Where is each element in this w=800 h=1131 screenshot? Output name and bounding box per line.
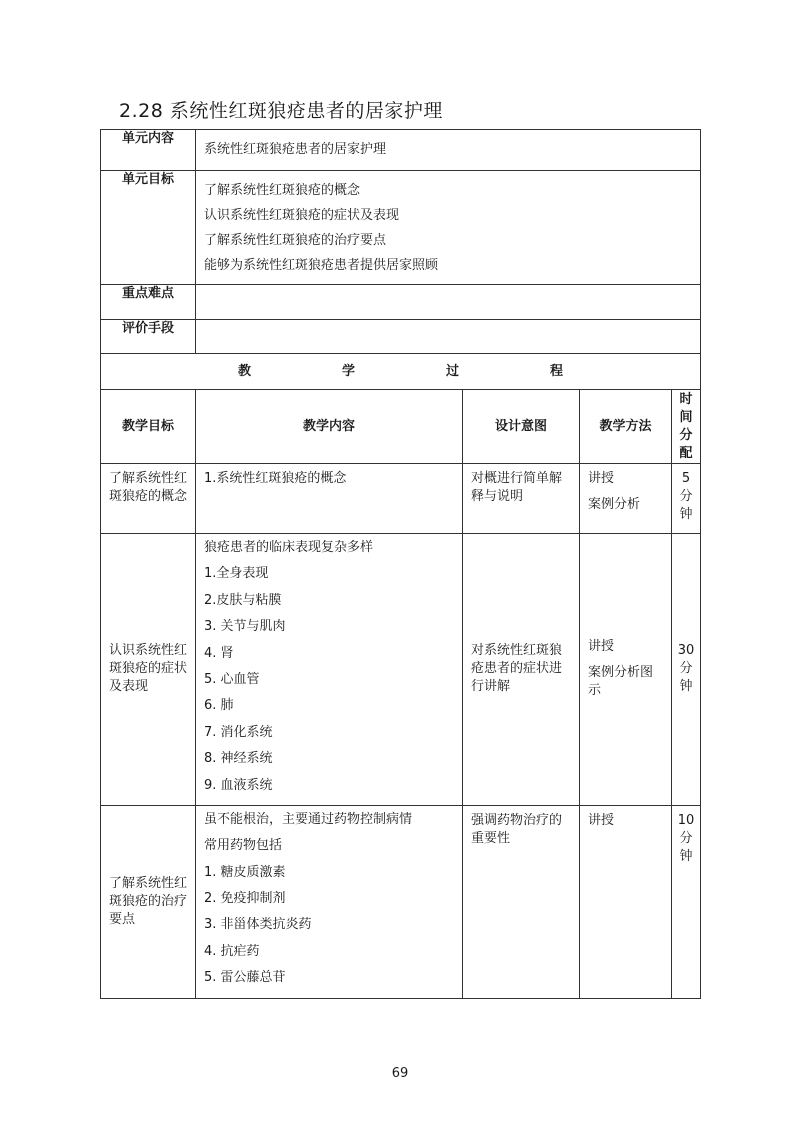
row-goal: 了解系统性红斑狼疮的概念 xyxy=(101,464,196,534)
method-line: 讲授 xyxy=(588,812,615,828)
row-goal: 了解系统性红斑狼疮的治疗要点 xyxy=(101,805,196,998)
content-line: 2.皮肤与粘膜 xyxy=(204,592,282,608)
time-line: 分 xyxy=(679,489,693,504)
content-line: 1.系统性红斑狼疮的概念 xyxy=(204,471,347,486)
content-line: 虽不能根治，主要通过药物控制病情 xyxy=(204,811,413,827)
table-row xyxy=(101,805,701,998)
row-goal: 认识系统性红斑狼疮的症状及表现 xyxy=(101,534,196,806)
unit-goal-item: 了解系统性红斑狼疮的治疗要点 xyxy=(204,232,387,248)
process-title-char: 教 xyxy=(237,363,251,379)
content-line: 狼疮患者的临床表现复杂多样 xyxy=(204,540,374,555)
process-title xyxy=(101,354,701,390)
content-line: 3. 非甾体类抗炎药 xyxy=(204,917,312,933)
header-time xyxy=(672,390,701,464)
unit-content-label: 单元内容 xyxy=(101,130,196,171)
row-method xyxy=(580,464,672,534)
content-line: 4. 抗疟药 xyxy=(204,943,260,959)
row-time xyxy=(672,805,701,998)
content-line: 2. 免疫抑制剂 xyxy=(204,891,286,907)
time-line: 5 xyxy=(681,471,691,486)
key-points-label: 重点难点 xyxy=(101,285,196,320)
method-line: 讲授 xyxy=(588,471,615,486)
process-title-char: 学 xyxy=(341,363,355,379)
evaluation-label: 评价手段 xyxy=(101,320,196,354)
content-line: 5. 雷公藤总苷 xyxy=(204,970,286,986)
unit-goal-item: 了解系统性红斑狼疮的概念 xyxy=(204,182,361,198)
time-line: 30 xyxy=(677,643,695,659)
header-time-char: 分 xyxy=(679,427,693,443)
unit-content-value: 系统性红斑狼疮患者的居家护理 xyxy=(196,130,701,171)
content-line: 9. 血液系统 xyxy=(204,777,273,793)
row-content xyxy=(196,534,463,806)
page-title: 2.28 系统性红斑狼疮患者的居家护理 xyxy=(119,100,443,122)
page-number: 69 xyxy=(391,1066,409,1081)
row-intent: 对概进行简单解释与说明 xyxy=(463,464,580,534)
method-line: 案例分析 xyxy=(588,497,641,512)
header-intent: 设计意图 xyxy=(463,390,580,464)
method-line: 讲授 xyxy=(588,639,615,655)
row-method xyxy=(580,805,672,998)
content-line: 6. 肺 xyxy=(204,698,234,714)
unit-goal-item: 能够为系统性红斑狼疮患者提供居家照顾 xyxy=(204,257,439,273)
unit-goals-list xyxy=(196,171,701,285)
time-line: 钟 xyxy=(679,507,693,522)
unit-goal-item: 认识系统性红斑狼疮的症状及表现 xyxy=(204,207,400,223)
process-title-char: 程 xyxy=(549,363,563,379)
content-line: 7. 消化系统 xyxy=(204,724,273,740)
evaluation-value xyxy=(196,320,701,354)
header-time-char: 间 xyxy=(679,409,693,425)
row-intent: 强调药物治疗的重要性 xyxy=(463,805,580,998)
header-method: 教学方法 xyxy=(580,390,672,464)
row-time xyxy=(672,534,701,806)
content-line: 3. 关节与肌肉 xyxy=(204,619,286,635)
table-row xyxy=(101,464,701,534)
lesson-plan-table xyxy=(100,129,701,999)
header-time-char: 时 xyxy=(679,391,693,407)
row-intent: 对系统性红斑狼疮患者的症状进行讲解 xyxy=(463,534,580,806)
content-line: 4. 肾 xyxy=(204,645,234,661)
time-line: 分 xyxy=(679,661,693,677)
row-content xyxy=(196,464,463,534)
header-goal: 教学目标 xyxy=(101,390,196,464)
row-time xyxy=(672,464,701,534)
header-content: 教学内容 xyxy=(196,390,463,464)
table-row xyxy=(101,534,701,806)
time-line: 钟 xyxy=(679,679,693,695)
method-line: 案例分析图示 xyxy=(588,665,654,699)
content-line: 1. 糖皮质激素 xyxy=(204,864,286,880)
process-title-char: 过 xyxy=(445,363,459,379)
content-line: 常用药物包括 xyxy=(204,838,283,854)
row-method xyxy=(580,534,672,806)
row-content xyxy=(196,805,463,998)
header-time-char: 配 xyxy=(679,445,693,461)
content-line: 1.全身表现 xyxy=(204,566,269,582)
content-line: 5. 心血管 xyxy=(204,671,260,687)
unit-goals-label: 单元目标 xyxy=(101,171,196,285)
time-line: 分 xyxy=(679,830,693,846)
time-line: 10 xyxy=(677,812,695,828)
key-points-value xyxy=(196,285,701,320)
time-line: 钟 xyxy=(679,848,693,864)
content-line: 8. 神经系统 xyxy=(204,751,273,767)
